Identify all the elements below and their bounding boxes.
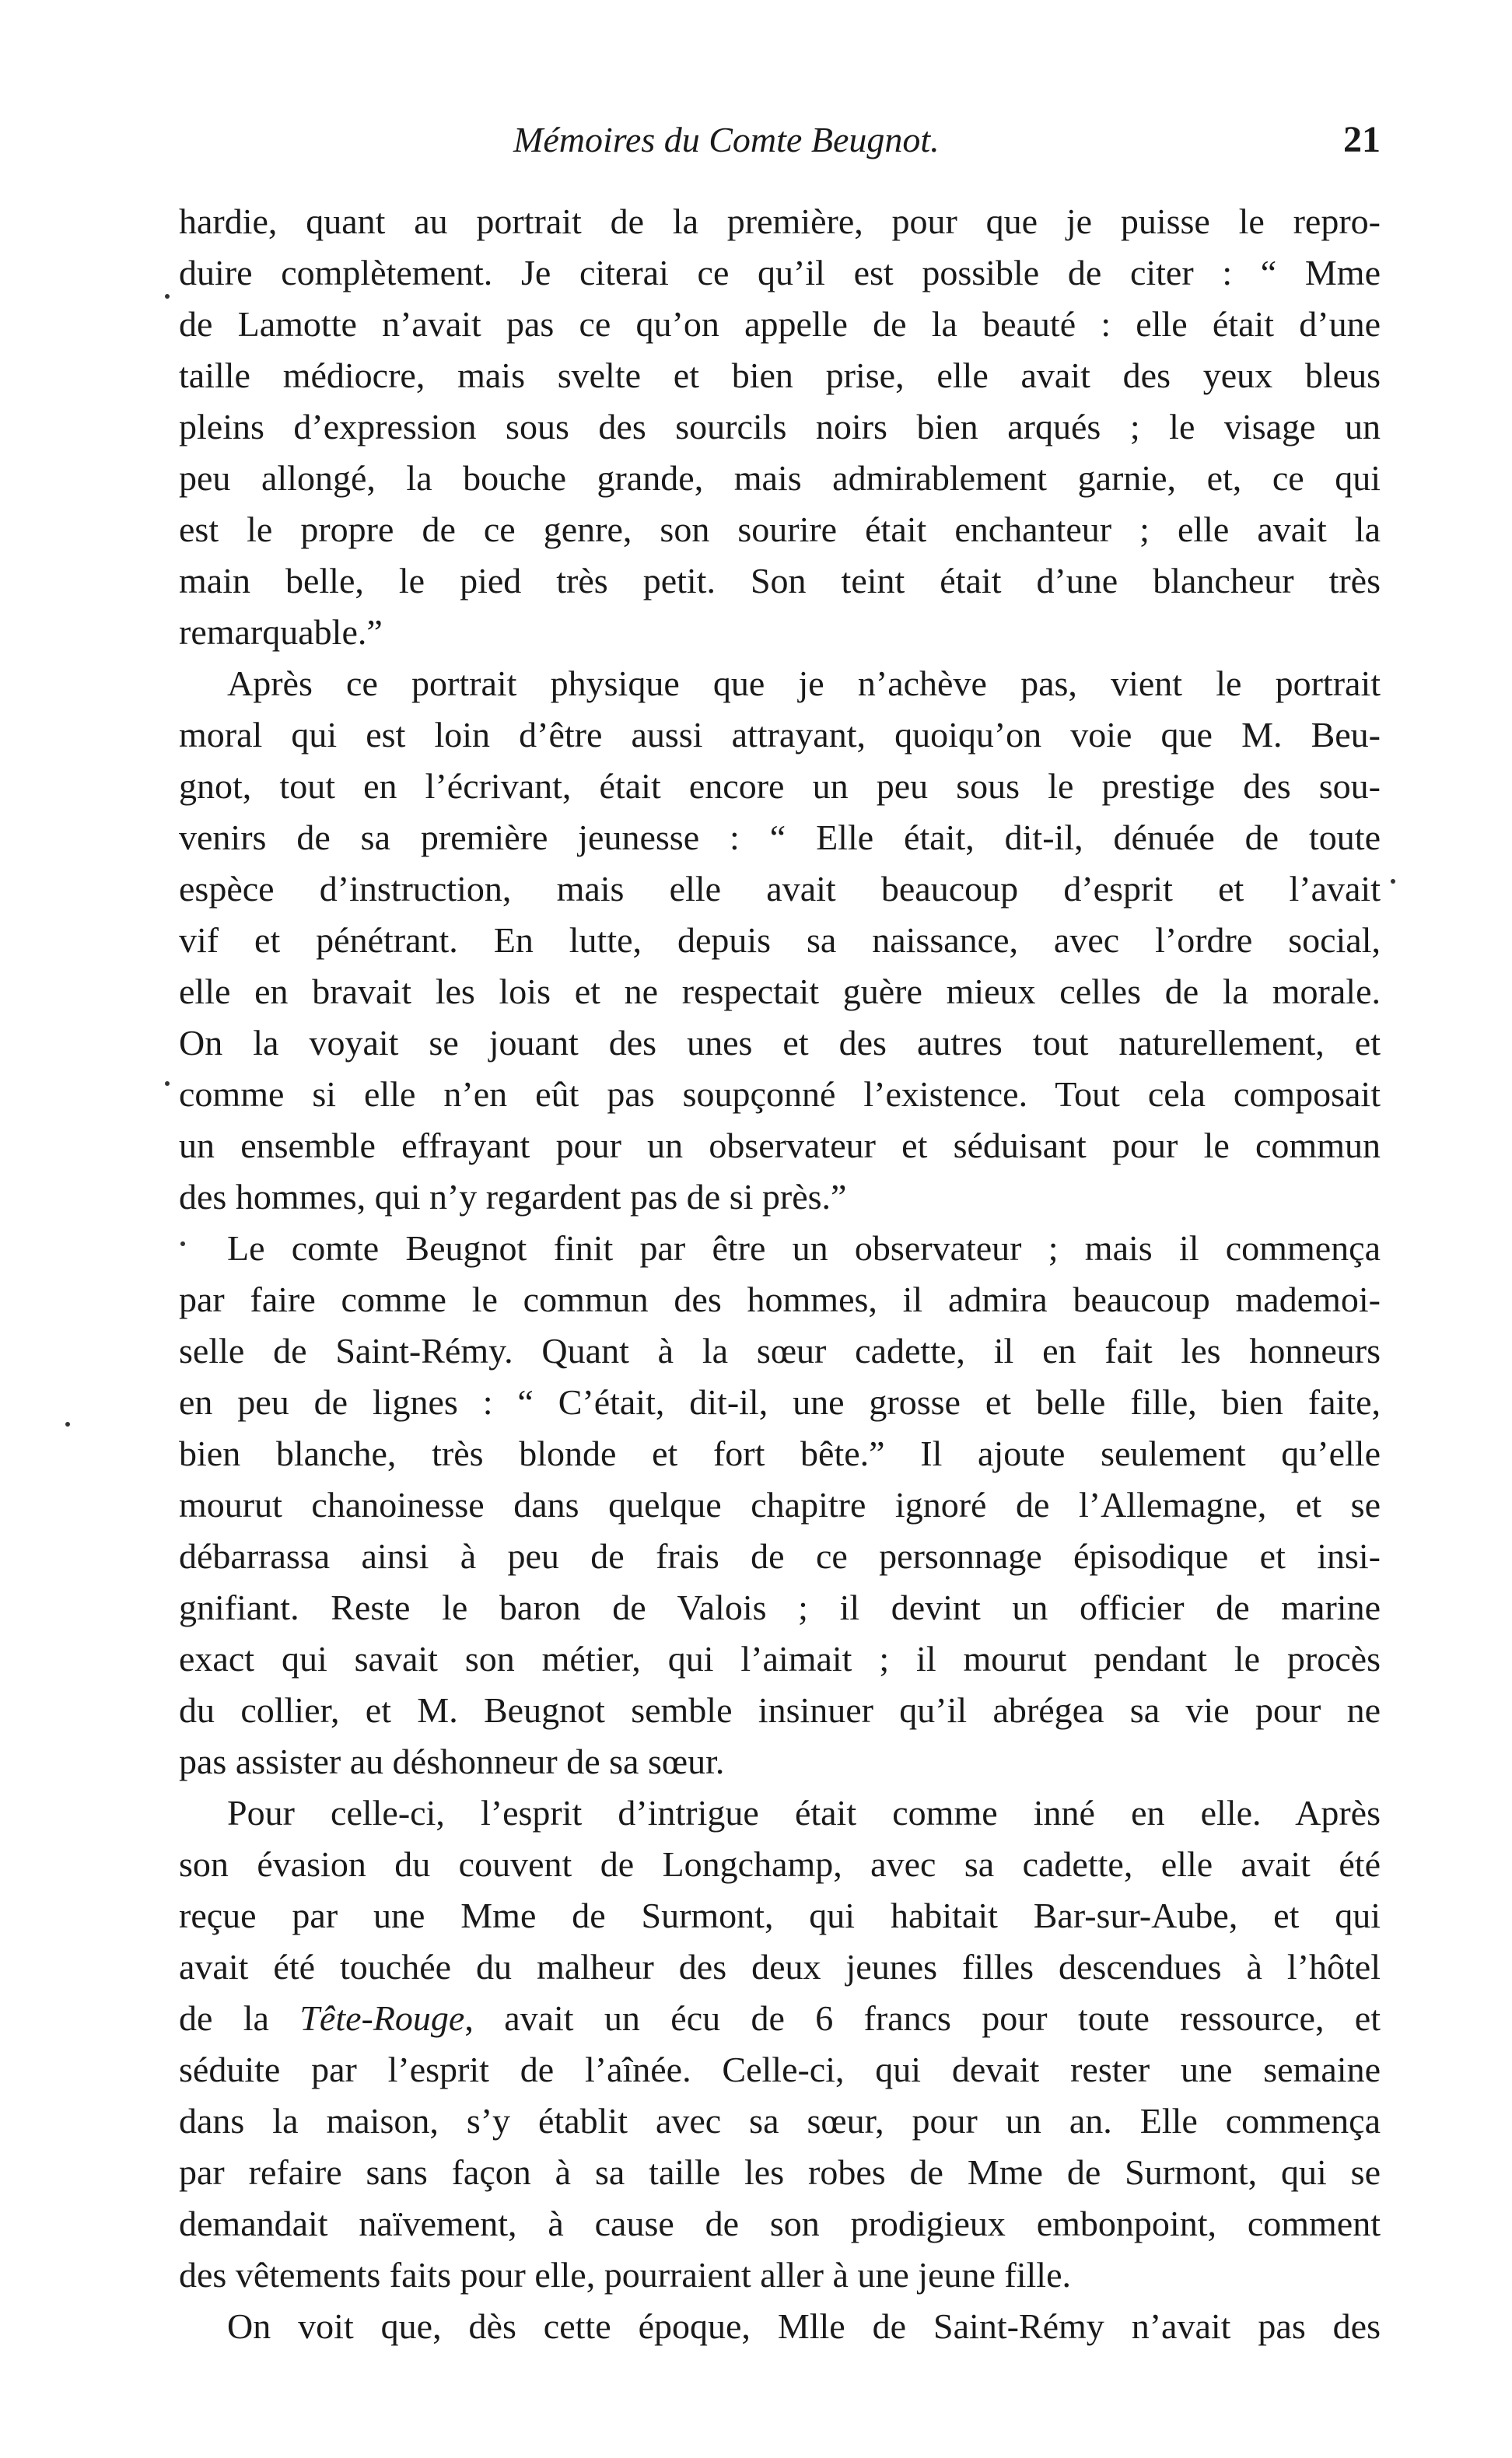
text-line: remarquable.” bbox=[179, 612, 383, 652]
text-line: par refaire sans façon à sa taille les robes de Mme de Surmont, qui se bbox=[179, 2152, 1381, 2192]
text-line: de Lamotte n’avait pas ce qu’on appelle de la beauté : elle était d’une bbox=[179, 304, 1381, 344]
italic-name: Tête-Rouge bbox=[299, 1998, 465, 2038]
text-line: taille médiocre, mais svelte et bien prise, elle avait des yeux bleus bbox=[179, 355, 1381, 395]
text-line: reçue par une Mme de Surmont, qui habitait Bar-sur-Aube, et qui bbox=[179, 1896, 1381, 1935]
text-line: demandait naïvement, à cause de son prodigieux embonpoint, comment bbox=[179, 2204, 1381, 2243]
text-line: espèce d’instruction, mais elle avait beaucoup d’esprit et l’avait bbox=[179, 869, 1381, 909]
ink-speck bbox=[1391, 879, 1395, 884]
page-header bbox=[179, 117, 1381, 171]
ink-speck bbox=[65, 1422, 70, 1427]
text-line: comme si elle n’en eût pas soupçonné l’existence. Tout cela composait bbox=[179, 1074, 1381, 1114]
text-line: hardie, quant au portrait de la première, pour que je puisse le repro- bbox=[179, 201, 1381, 241]
ink-speck bbox=[180, 1241, 185, 1246]
text-line: bien blanche, très blonde et fort bête.” Il ajoute seulement qu’elle bbox=[179, 1434, 1381, 1473]
text-line: débarrassa ainsi à peu de frais de ce personnage épisodique et insi- bbox=[179, 1536, 1381, 1576]
text-line: vif et pénétrant. En lutte, depuis sa naissance, avec l’ordre social, bbox=[179, 920, 1381, 960]
paragraph-first-line: On voit que, dès cette époque, Mlle de Saint-Rémy n’avait pas des bbox=[227, 2306, 1381, 2346]
text-line: On la voyait se jouant des unes et des autres tout naturellement, et bbox=[179, 1023, 1381, 1063]
text-line: mourut chanoinesse dans quelque chapitre ignoré de l’Allemagne, et se bbox=[179, 1485, 1381, 1525]
text-line: moral qui est loin d’être aussi attrayant, quoiqu’on voie que M. Beu- bbox=[179, 715, 1381, 755]
text-line: des hommes, qui n’y regardent pas de si près.” bbox=[179, 1177, 847, 1217]
text-line: avait été touchée du malheur des deux jeunes filles descendues à l’hôtel bbox=[179, 1947, 1381, 1987]
text-line: selle de Saint-Rémy. Quant à la sœur cadette, il en fait les honneurs bbox=[179, 1331, 1381, 1371]
paragraph-first-line: Le comte Beugnot finit par être un observateur ; mais il commença bbox=[227, 1228, 1381, 1268]
text-line: du collier, et M. Beugnot semble insinuer qu’il abrégea sa vie pour ne bbox=[179, 1690, 1381, 1730]
paragraph-first-line: Après ce portrait physique que je n’achève pas, vient le portrait bbox=[227, 664, 1381, 703]
text-line: main belle, le pied très petit. Son teint était d’une blancheur très bbox=[179, 561, 1381, 600]
text-line: par faire comme le commun des hommes, il admira beaucoup mademoi- bbox=[179, 1280, 1381, 1319]
page-number: 21 bbox=[1343, 119, 1381, 160]
text-line: pleins d’expression sous des sourcils noirs bien arqués ; le visage un bbox=[179, 407, 1381, 446]
paragraph-first-line: Pour celle-ci, l’esprit d’intrigue était comme inné en elle. Après bbox=[227, 1793, 1381, 1833]
ink-speck bbox=[165, 1081, 170, 1086]
text-line: gnot, tout en l’écrivant, était encore un peu sous le prestige des sou- bbox=[179, 766, 1381, 806]
text-line: duire complètement. Je citerai ce qu’il est possible de citer : “ Mme bbox=[179, 253, 1381, 292]
text-line: séduite par l’esprit de l’aînée. Celle-ci, qui devait rester une semaine bbox=[179, 2050, 1381, 2089]
text-line: est le propre de ce genre, son sourire était enchanteur ; elle avait la bbox=[179, 509, 1381, 549]
text-line: des vêtements faits pour elle, pourraient aller à une jeune fille. bbox=[179, 2255, 1071, 2295]
text-line: son évasion du couvent de Longchamp, avec sa cadette, elle avait été bbox=[179, 1844, 1381, 1884]
text-line: gnifiant. Reste le baron de Valois ; il devint un officier de marine bbox=[179, 1588, 1381, 1627]
running-title: Mémoires du Comte Beugnot. bbox=[513, 120, 940, 159]
text-line: peu allongé, la bouche grande, mais admirablement garnie, et, ce qui bbox=[179, 458, 1381, 498]
text-line: un ensemble effrayant pour un observateur et séduisant pour le commun bbox=[179, 1126, 1381, 1165]
text-line: en peu de lignes : “ C’était, dit-il, une grosse et belle fille, bien faite, bbox=[179, 1382, 1381, 1422]
ink-speck bbox=[165, 294, 170, 299]
text-line: pas assister au déshonneur de sa sœur. bbox=[179, 1742, 725, 1781]
text-line: elle en bravait les lois et ne respectait guère mieux celles de la morale. bbox=[179, 972, 1381, 1011]
body-text bbox=[179, 196, 1381, 2352]
text-line: dans la maison, s’y établit avec sa sœur, pour un an. Elle commença bbox=[179, 2101, 1381, 2141]
text-line: venirs de sa première jeunesse : “ Elle était, dit-il, dénuée de toute bbox=[179, 818, 1381, 857]
text-line: exact qui savait son métier, qui l’aimait ; il mourut pendant le procès bbox=[179, 1639, 1381, 1679]
text-line: de la Tête-Rouge, avait un écu de 6 francs pour toute ressource, et bbox=[179, 1998, 1381, 2038]
